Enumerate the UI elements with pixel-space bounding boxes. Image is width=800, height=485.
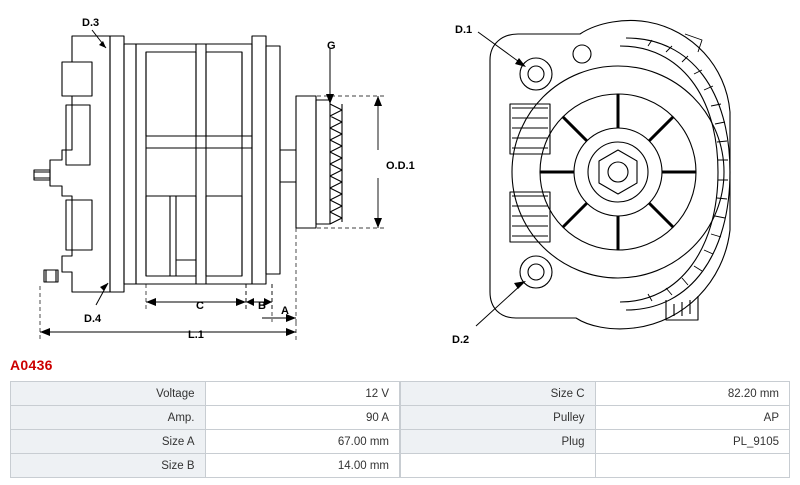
table-row bbox=[11, 406, 400, 430]
spec-value: 14.00 mm bbox=[205, 454, 400, 478]
table-row bbox=[401, 406, 790, 430]
spec-key: Pulley bbox=[401, 406, 596, 430]
part-code: A0436 bbox=[10, 357, 53, 373]
spec-key: Plug bbox=[401, 430, 596, 454]
table-row bbox=[11, 382, 400, 406]
spec-key: Amp. bbox=[11, 406, 206, 430]
spec-key: Size B bbox=[11, 454, 206, 478]
alternator-front-view bbox=[430, 0, 800, 352]
label-d3: D.3 bbox=[82, 17, 100, 29]
alternator-side-view bbox=[0, 0, 430, 352]
spec-value: 12 V bbox=[205, 382, 400, 406]
spec-table-left bbox=[10, 381, 400, 478]
spec-value: AP bbox=[595, 406, 790, 430]
label-d4: D.4 bbox=[84, 313, 102, 325]
table-row bbox=[11, 454, 400, 478]
spec-value: 82.20 mm bbox=[595, 382, 790, 406]
label-b: B bbox=[258, 300, 266, 312]
spec-value: 67.00 mm bbox=[205, 430, 400, 454]
spec-key: Size A bbox=[11, 430, 206, 454]
label-od1: O.D.1 bbox=[386, 160, 415, 172]
specification-tables bbox=[10, 381, 790, 478]
label-d1: D.1 bbox=[455, 24, 473, 36]
spec-value bbox=[595, 454, 790, 478]
spec-key: Voltage bbox=[11, 382, 206, 406]
spec-key bbox=[401, 454, 596, 478]
table-row bbox=[401, 382, 790, 406]
label-a: A bbox=[281, 305, 289, 317]
label-l1: L.1 bbox=[188, 329, 204, 341]
label-d2: D.2 bbox=[452, 334, 470, 346]
spec-table-right bbox=[400, 381, 790, 478]
table-row bbox=[11, 430, 400, 454]
spec-key: Size C bbox=[401, 382, 596, 406]
spec-value: PL_9105 bbox=[595, 430, 790, 454]
table-row bbox=[401, 430, 790, 454]
table-row bbox=[401, 454, 790, 478]
label-g: G bbox=[327, 40, 336, 52]
spec-value: 90 A bbox=[205, 406, 400, 430]
label-c: C bbox=[196, 300, 204, 312]
